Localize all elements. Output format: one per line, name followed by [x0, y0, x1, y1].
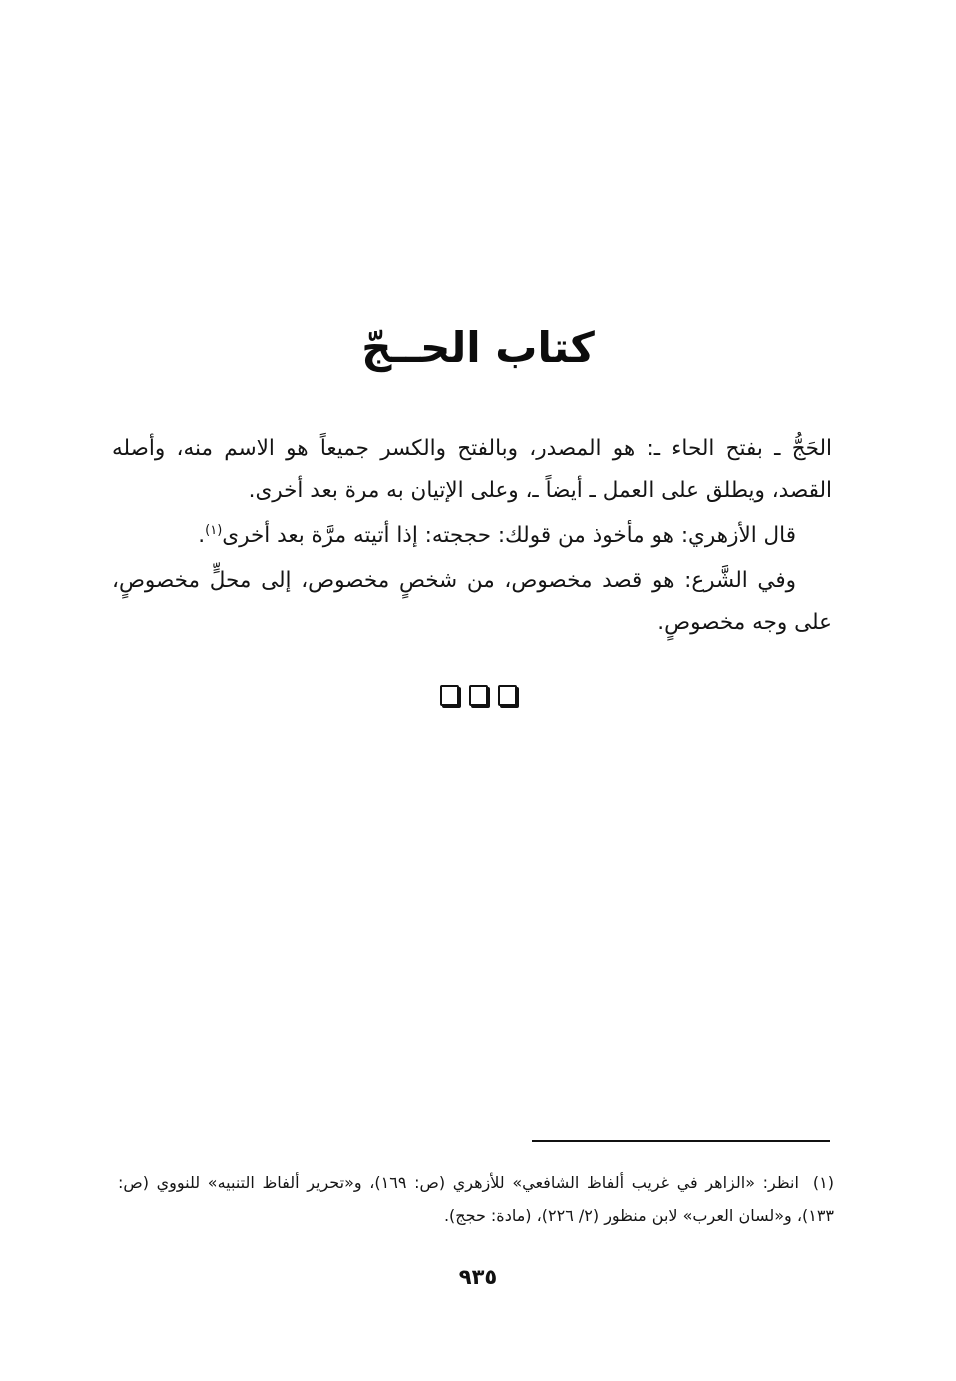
paragraph-sharia-definition: وفي الشَّرع: هو قصد مخصوص، من شخصٍ مخصوص، إلى محلٍّ مخصوصٍ، على وجه مخصوصٍ.: [112, 568, 832, 635]
azhari-quote-period: .: [198, 523, 206, 548]
ornament-square-icon: [469, 685, 488, 706]
page-number: ٩٣٥: [458, 1265, 498, 1289]
footnote-separator: [532, 1140, 830, 1142]
azhari-quote-text: قال الأزهري: هو مأخوذ من قولك: حججته: إذا أتيته مرَّة بعد أخرى: [222, 523, 796, 548]
ornament-square-icon: [440, 685, 459, 706]
main-text: [112, 428, 832, 644]
footnote-text: انظر: «الزاهر في غريب ألفاظ الشافعي» للأزهري (ص: ١٦٩)، و«تحرير ألفاظ التنبيه» للنووي (ص: ١٣٣)، و«لسان العرب» لابن منظور (٢/ ٢٢٦)، (مادة: حجج).: [118, 1173, 834, 1225]
footnote: [118, 1166, 834, 1232]
section-ornament: [0, 685, 956, 710]
ornament-square-icon: [498, 685, 517, 706]
paragraph-azhari-quote: [112, 515, 832, 557]
footnote-marker: (١): [812, 1173, 834, 1192]
paragraph-definition: الحَجُّ ـ بفتح الحاء ـ: هو المصدر، وبالفتح والكسر جميعاً هو الاسم منه، وأصله القصد، ويطلق على العمل ـ أيضاً ـ، وعلى الإتيان به مرة بعد أخرى.: [112, 436, 832, 503]
chapter-title: كتاب الحــجّ: [361, 323, 595, 372]
footnote-reference: (١): [205, 522, 223, 538]
